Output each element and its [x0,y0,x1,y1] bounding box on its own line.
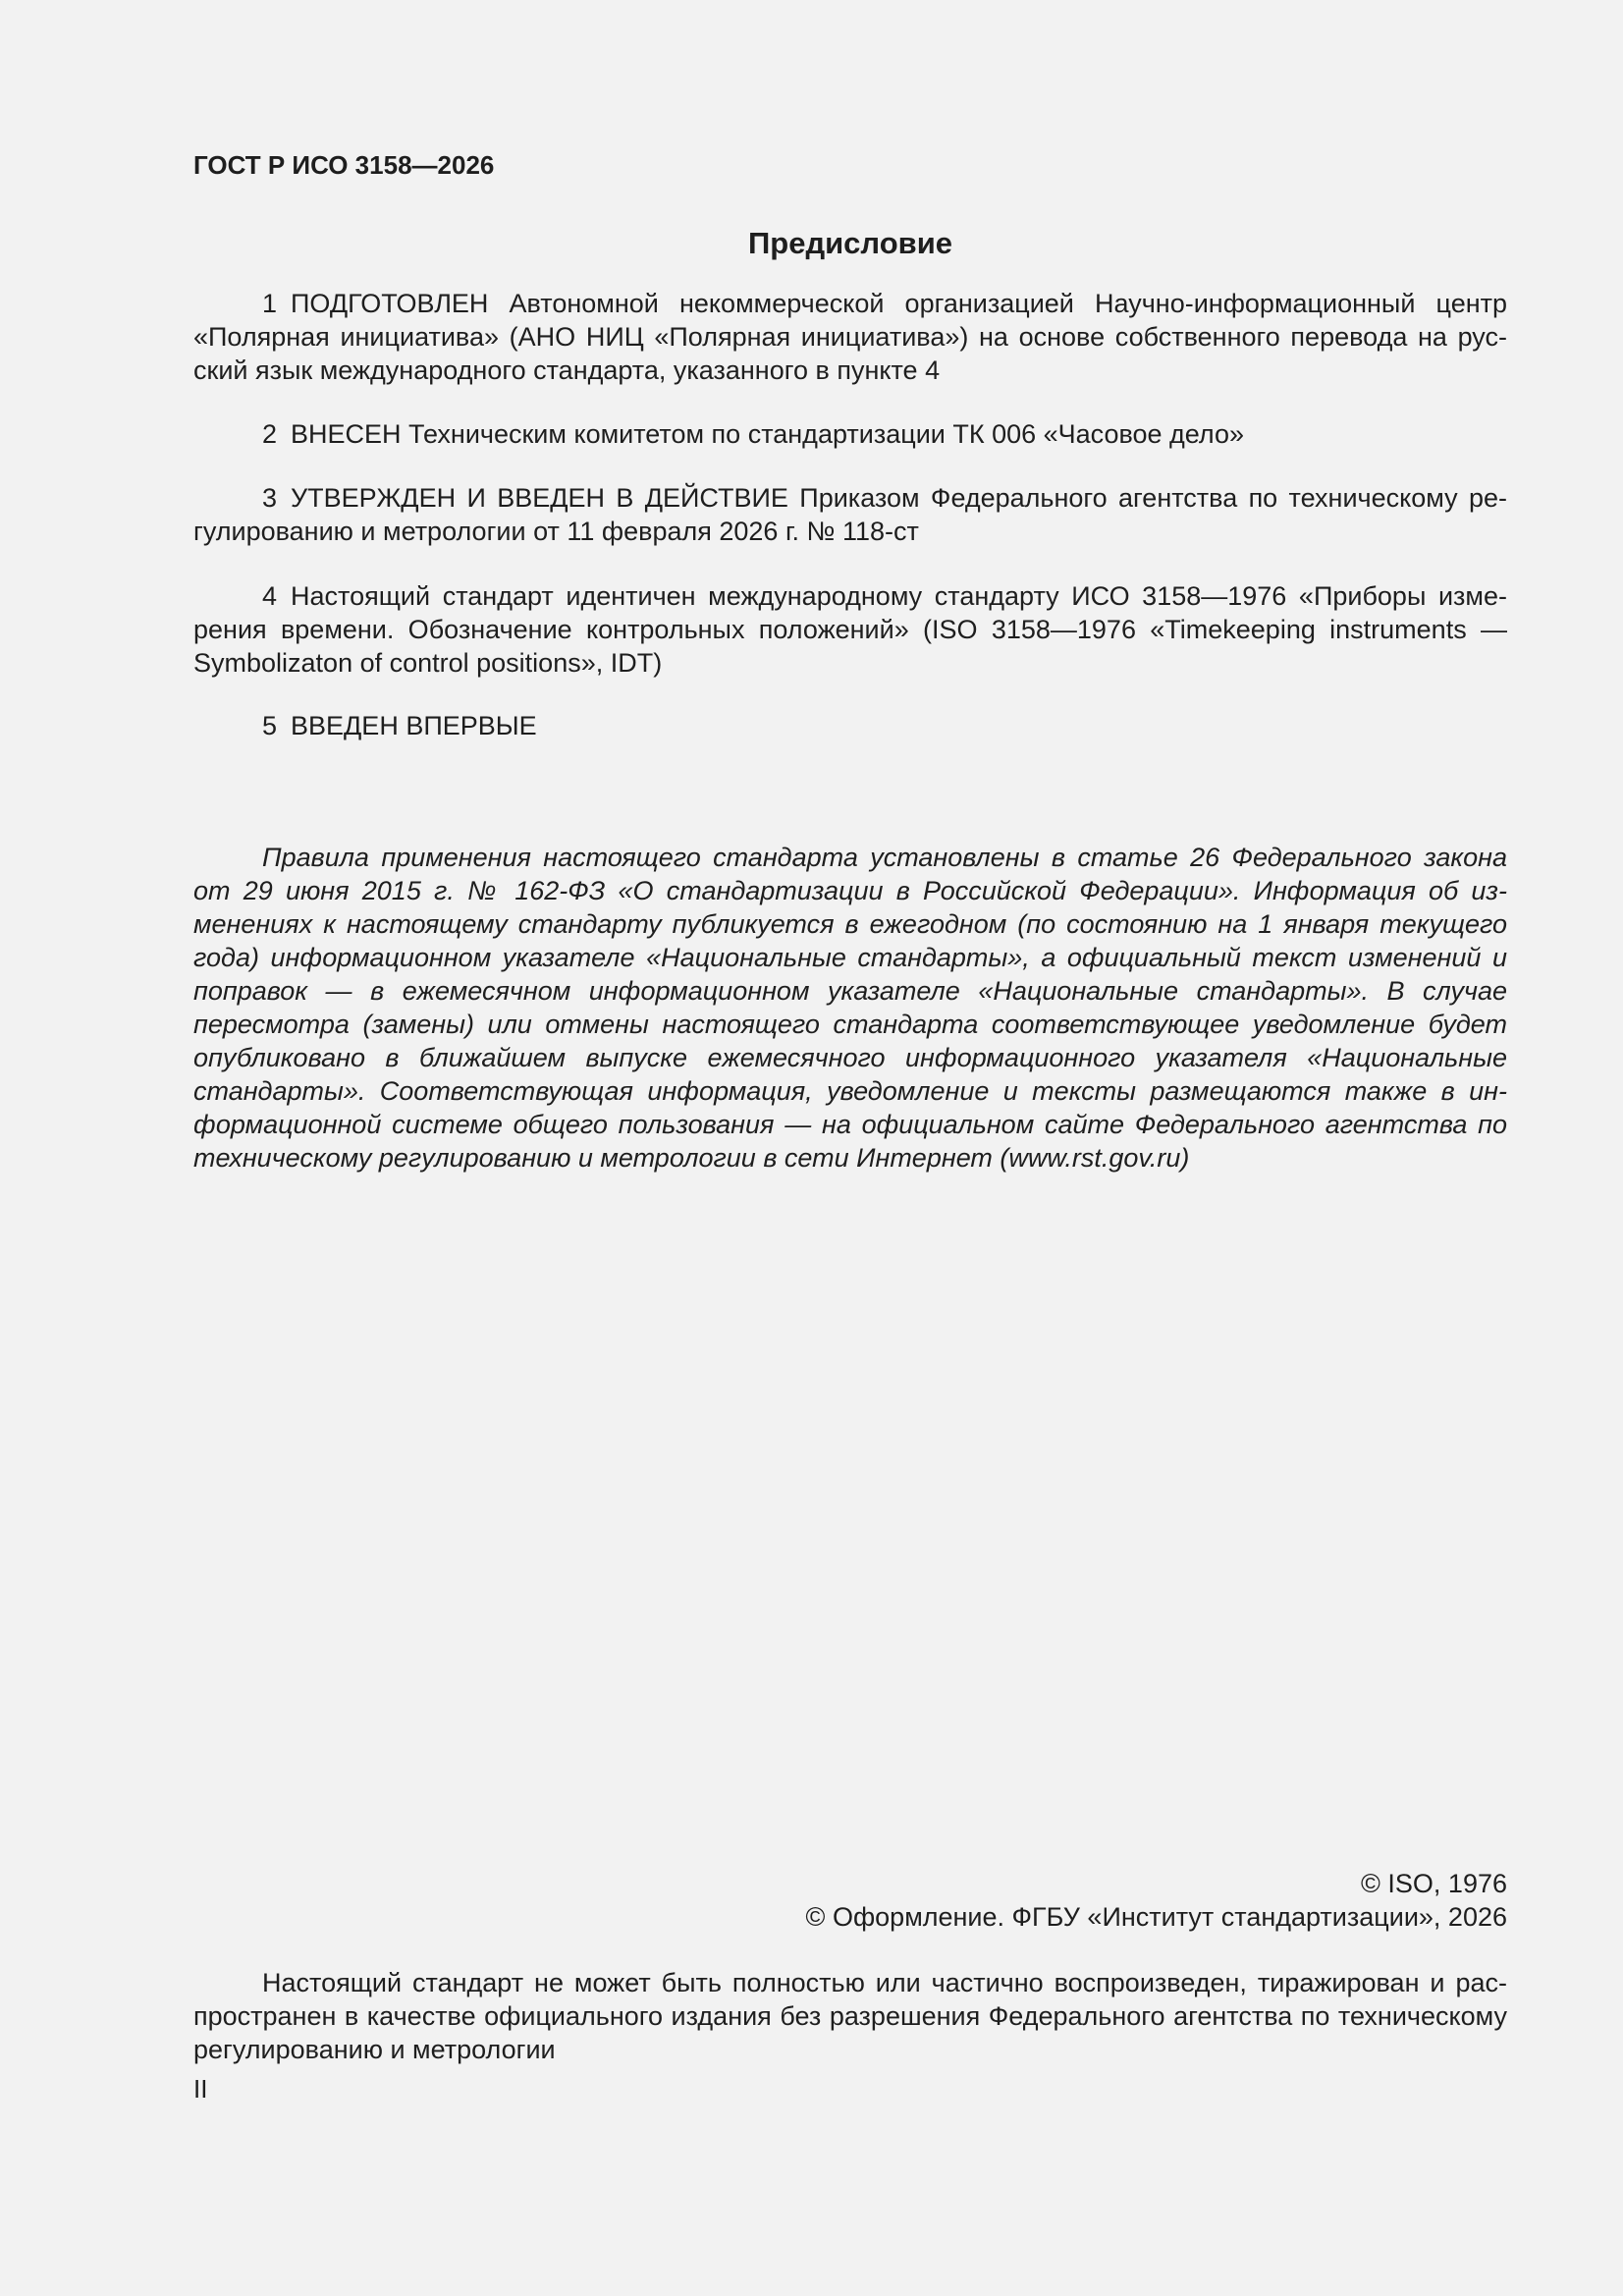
item-text: ВВЕДЕН ВПЕРВЫЕ [291,711,537,740]
foreword-item-2 [193,417,1507,451]
copyright-iso: © ISO, 1976 [1361,1869,1507,1898]
standard-code: ГОСТ Р ИСО 3158—2026 [193,150,495,180]
application-rules: Правила применения настоящего стандарта установлены в статье 26 Федерального закона от 29 июня 2015 г. № 162-ФЗ «О стандартизации в Российской Федерации». Информация об изменениях к настоящему стандарту публикуется в ежегодном (по состоянию на 1 января текущего года) информационном указателе «Национальные стандарты», а официальный текст изменений и поправок — в ежемесячном информационном указателе «Национальные стандарты». В случае пересмотра (замены) или отмены настоящего стандарта соответствующее уведомление будет опубликовано в ближайшем выпуске ежемесячного информационного указателя «Национальные стандарты». Соответствующая информация, уведомление и тексты размещаются также в информационной системе общего пользования — на официальном сайте Федерального агентства по техническому регулированию и метрологии в сети Интернет (www.rst.gov.ru) [193,843,1507,1173]
item-number: 2 [262,419,278,449]
item-number: 3 [262,483,278,513]
item-number: 5 [262,711,278,740]
foreword-item-5 [193,709,1507,742]
item-text: ВНЕСЕН Техническим комитетом по стандартизации ТК 006 «Часовое дело» [291,419,1245,449]
foreword-item-4 [193,579,1507,680]
foreword-item-3 [193,481,1507,548]
foreword-title: Предисловие [747,226,952,260]
copyright-block [193,1867,1507,1934]
reproduction-notice: Настоящий стандарт не может быть полностью или частично воспроизведен, тиражирован и распространен в качестве официального издания без разрешения Федерального агентства по техническому регулированию и метрологии [193,1968,1507,2064]
page-number: II [193,2074,208,2104]
item-text: УТВЕРЖДЕН И ВВЕДЕН В ДЕЙСТВИЕ Приказом Федерального агентства по техническому регулированию и метрологии от 11 февраля 2026 г. № 118-ст [193,483,1507,546]
item-number: 4 [262,581,278,611]
item-text: Настоящий стандарт идентичен международному стандарту ИСО 3158—1976 «Приборы измерения времени. Обозначение контрольных положений» (ISO 3158—1976 «Timekeeping instruments — Symbolizaton of control positions», IDT) [193,581,1507,678]
item-text: ПОДГОТОВЛЕН Автономной некоммерческой организацией Научно-информационный центр «Полярная инициатива» (АНО НИЦ «Полярная инициатива») на основе собственного перевода на русский язык международного стандарта, указанного в пункте 4 [193,289,1507,385]
copyright-design: © Оформление. ФГБУ «Институт стандартизации», 2026 [805,1902,1507,1932]
item-number: 1 [262,289,278,318]
foreword-item-1 [193,287,1507,387]
